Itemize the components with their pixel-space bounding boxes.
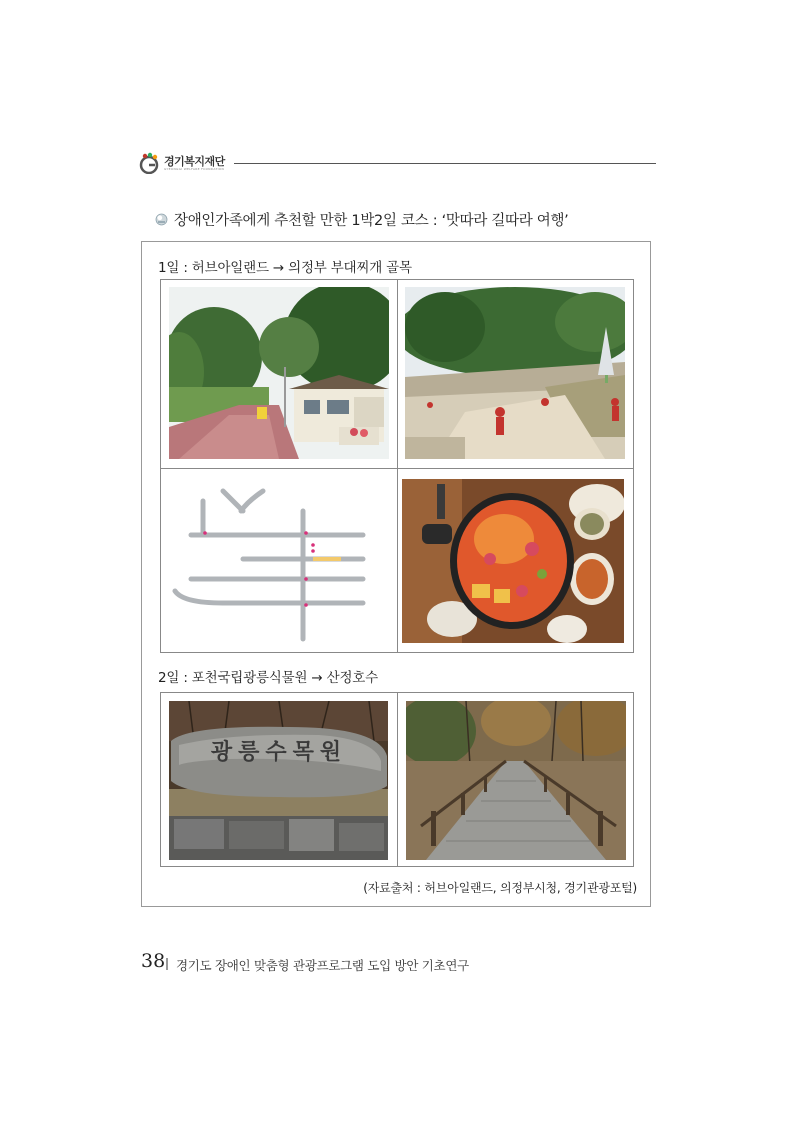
header-divider xyxy=(234,163,656,164)
page-number: 38 xyxy=(141,950,166,972)
grid-divider xyxy=(397,280,398,652)
foundation-logo-icon xyxy=(138,152,160,174)
page-header xyxy=(138,150,656,178)
footer-divider xyxy=(166,958,168,970)
sanjeong-lake-boardwalk-photo xyxy=(406,701,626,860)
book-title: 경기도 장애인 맞춤형 관광프로그램 도입 방안 기초연구 xyxy=(176,958,469,973)
grid-divider xyxy=(397,693,398,866)
grid-divider xyxy=(161,468,633,469)
gwangneung-arboretum-stone-photo xyxy=(169,701,388,860)
section-title xyxy=(155,209,569,230)
arboretum-stone-text: 광릉수목원 xyxy=(210,740,348,765)
day2-label: 2일 : 포천국립광릉식물원 → 산정호수 xyxy=(158,670,378,686)
day1-label: 1일 : 허브아일랜드 → 의정부 부대찌개 골목 xyxy=(158,260,412,276)
section-title-text: 장애인가족에게 추천할 만한 1박2일 코스 : ‘맛따라 길따라 여행’ xyxy=(174,213,569,229)
org-subtitle: GYEONGGI WELFARE FOUNDATION xyxy=(164,167,224,171)
source-note: (자료출처 : 허브아일랜드, 의정부시청, 경기관광포털) xyxy=(363,881,637,895)
herb-island-garden-photo xyxy=(405,287,625,459)
bullet-icon xyxy=(155,213,168,226)
uijeongbu-map xyxy=(163,471,393,649)
budae-jjigae-photo xyxy=(402,479,624,643)
herb-island-entrance-photo xyxy=(169,287,389,459)
org-name: 경기복지재단 xyxy=(164,155,225,168)
